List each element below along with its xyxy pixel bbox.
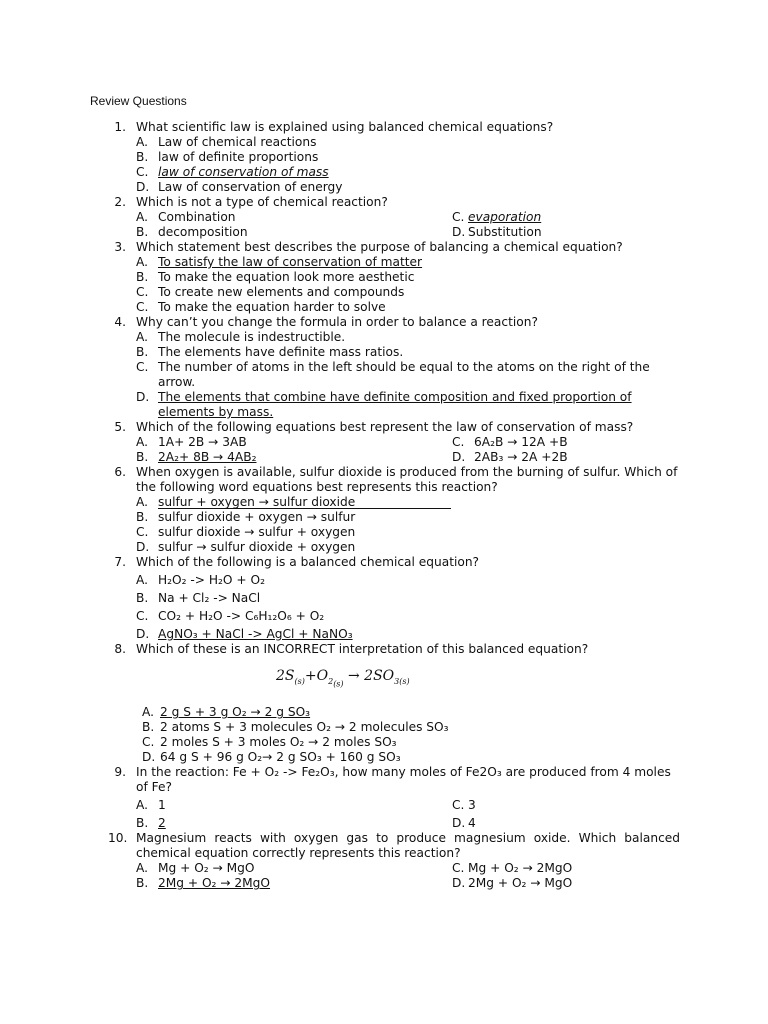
question-6	[0, 465, 768, 555]
option-text: 64 g S + 96 g O₂→ 2 g SO₃ + 160 g SO₃	[160, 750, 401, 765]
question-3	[0, 240, 768, 315]
option-text-wrap	[158, 180, 680, 195]
answer-option	[136, 609, 680, 624]
answer-option	[452, 816, 768, 831]
option-text: sulfur + oxygen → sulfur dioxide	[158, 496, 451, 509]
question-9	[0, 765, 768, 831]
question-2	[0, 195, 768, 240]
answer-options	[136, 135, 768, 195]
option-text-wrap	[158, 510, 680, 525]
option-text-wrap	[158, 540, 680, 555]
option-text: The elements that combine have definite composition and fixed proportion of elements by mass.	[158, 390, 632, 419]
option-label: C.	[136, 285, 149, 299]
option-text-wrap	[158, 525, 680, 540]
question-text: Which of the following is a balanced chemical equation?	[136, 555, 480, 569]
option-text: sulfur dioxide → sulfur + oxygen	[158, 525, 356, 539]
option-text: Mg + O₂ → 2MgO	[468, 861, 573, 876]
question-number: 2.	[114, 195, 126, 209]
option-text-wrap	[158, 345, 680, 360]
answer-options	[136, 210, 768, 240]
answer-option	[136, 525, 680, 540]
option-text: 2Mg + O₂ → 2MgO	[158, 876, 271, 891]
question-text: What scientific law is explained using balanced chemical equations?	[136, 120, 554, 134]
answer-option	[452, 450, 768, 465]
option-text: 2 moles S + 3 moles O₂ → 2 moles SO₃	[160, 735, 397, 750]
answer-option	[136, 135, 680, 150]
option-text-wrap	[158, 876, 452, 891]
option-label: C.	[136, 360, 149, 374]
answer-option	[136, 330, 680, 345]
option-text: AgNO₃ + NaCl -> AgCl + NaNO₃	[158, 627, 353, 641]
option-label: C.	[452, 435, 465, 449]
option-row	[136, 816, 768, 831]
question-5	[0, 420, 768, 465]
option-text: H₂O₂ -> H₂O + O₂	[158, 573, 265, 587]
option-text-wrap	[158, 798, 452, 813]
balanced-equation: $2S_{(s)}+O_{2_{(s)}} \to 2SO_{3(s)}$	[276, 668, 410, 689]
question-number: 4.	[114, 315, 126, 329]
option-label: D.	[142, 750, 156, 765]
answer-option	[136, 591, 680, 606]
option-text: To satisfy the law of conservation of matter	[158, 255, 423, 269]
option-text: To create new elements and compounds	[158, 285, 405, 299]
question-text: In the reaction: Fe + O₂ -> Fe₂O₃, how many moles of Fe2O₃ are produced from 4 moles of Fe?	[136, 765, 671, 795]
option-text-wrap	[158, 609, 680, 624]
question-text: Which is not a type of chemical reaction?	[136, 195, 388, 209]
option-text-wrap	[474, 450, 768, 465]
option-label: C.	[136, 300, 149, 314]
option-text: Na + Cl₂ -> NaCl	[158, 591, 261, 605]
option-text-wrap	[158, 285, 680, 300]
option-label: D.	[136, 627, 150, 641]
option-text: 2	[158, 816, 166, 831]
question-text: Why can’t you change the formula in order to balance a reaction?	[136, 315, 538, 329]
answer-option	[136, 798, 452, 813]
answer-option	[136, 573, 680, 588]
option-label: B.	[136, 450, 149, 464]
option-label: A.	[136, 495, 148, 509]
question-4	[0, 315, 768, 420]
question-text: Which of these is an INCORRECT interpretation of this balanced equation?	[136, 642, 589, 656]
question-8	[0, 642, 768, 765]
option-text-wrap	[158, 861, 452, 876]
option-text-wrap	[468, 876, 768, 891]
option-text: Mg + O₂ → MgO	[158, 861, 255, 876]
option-label: D.	[452, 225, 466, 239]
option-row	[136, 210, 768, 225]
option-label: B.	[142, 720, 155, 735]
answer-option	[136, 165, 680, 180]
question-text: Magnesium reacts with oxygen gas to produce magnesium oxide. Which balanced chemical equation correctly represents this reaction?	[136, 831, 680, 861]
option-text-wrap	[158, 330, 680, 345]
option-text-wrap	[158, 591, 680, 606]
question-number: 10.	[108, 831, 128, 846]
option-text: To make the equation look more aesthetic	[158, 270, 415, 284]
option-label: B.	[136, 876, 149, 891]
option-row	[136, 450, 768, 465]
question-1	[0, 120, 768, 195]
question-number: 1.	[114, 120, 126, 134]
option-text: 2AB₃ → 2A +2B	[474, 450, 568, 464]
option-text: law of conservation of mass	[158, 165, 329, 179]
answer-option	[452, 798, 768, 813]
answer-option	[136, 861, 452, 876]
option-text-wrap	[158, 255, 680, 270]
option-text: Law of conservation of energy	[158, 180, 343, 194]
answer-option	[136, 360, 680, 390]
option-row	[136, 861, 768, 876]
option-text: law of definite proportions	[158, 150, 319, 164]
answer-option	[136, 270, 680, 285]
answer-option	[452, 435, 768, 450]
option-text-wrap	[468, 225, 768, 240]
option-label: C.	[452, 798, 465, 813]
option-text: 2Mg + O₂ → MgO	[468, 876, 573, 891]
answer-option	[136, 876, 452, 891]
option-text-wrap	[468, 210, 768, 225]
answer-option	[142, 750, 768, 765]
question-10	[0, 831, 768, 891]
answer-option	[136, 210, 452, 225]
option-label: B.	[136, 270, 149, 284]
option-text-wrap	[158, 210, 452, 225]
answer-option	[136, 390, 680, 420]
option-text-wrap	[158, 225, 452, 240]
answer-option	[136, 540, 680, 555]
option-text: The molecule is indestructible.	[158, 330, 346, 344]
option-text-wrap	[158, 270, 680, 285]
answer-option	[136, 285, 680, 300]
option-text-wrap	[158, 150, 680, 165]
option-text-wrap	[468, 861, 768, 876]
option-text: Substitution	[468, 225, 542, 239]
option-label: C.	[142, 735, 155, 750]
option-label: B.	[136, 225, 149, 239]
option-row	[136, 798, 768, 813]
answer-option	[136, 510, 680, 525]
option-text-wrap	[158, 135, 680, 150]
option-label: A.	[136, 135, 148, 149]
option-text: 6A₂B → 12A +B	[474, 435, 568, 449]
option-text: decomposition	[158, 225, 248, 239]
option-text-wrap	[158, 300, 680, 315]
option-text: Combination	[158, 210, 236, 224]
answer-options	[136, 798, 768, 831]
answer-option	[452, 225, 768, 240]
answer-options	[142, 705, 768, 765]
answer-options	[136, 573, 768, 642]
option-label: D.	[136, 540, 150, 554]
option-text: The elements have definite mass ratios.	[158, 345, 404, 359]
option-text: 2 atoms S + 3 molecules O₂ → 2 molecules SO₃	[160, 720, 449, 735]
option-label: B.	[136, 150, 149, 164]
option-text: 3	[468, 798, 476, 813]
option-text: 1	[158, 798, 166, 813]
answer-option	[136, 345, 680, 360]
option-text-wrap	[158, 573, 680, 588]
answer-option	[452, 876, 768, 891]
option-text: 4	[468, 816, 476, 831]
answer-option	[136, 495, 680, 510]
option-text: Law of chemical reactions	[158, 135, 317, 149]
option-label: C.	[452, 861, 465, 876]
option-text: evaporation	[468, 210, 542, 224]
option-label: A.	[136, 435, 148, 449]
question-number: 9.	[114, 765, 126, 780]
option-label: B.	[136, 591, 149, 605]
question-number: 3.	[114, 240, 126, 254]
option-text: 2 g S + 3 g O₂ → 2 g SO₃	[160, 705, 311, 720]
option-text: sulfur dioxide + oxygen → sulfur	[158, 510, 356, 524]
option-label: A.	[136, 330, 148, 344]
question-number: 6.	[114, 465, 126, 479]
option-text: 2A₂+ 8B → 4AB₂	[158, 450, 257, 464]
question-list	[0, 120, 768, 891]
page-title: Review Questions	[90, 94, 187, 108]
option-label: C.	[452, 210, 465, 224]
option-label: A.	[136, 798, 148, 813]
option-row	[136, 435, 768, 450]
option-text: CO₂ + H₂O -> C₆H₁₂O₆ + O₂	[158, 609, 325, 623]
answer-option	[136, 450, 452, 465]
answer-option	[142, 720, 768, 735]
option-label: A.	[136, 573, 148, 587]
option-row	[136, 225, 768, 240]
option-text-wrap	[468, 816, 768, 831]
question-number: 5.	[114, 420, 126, 434]
option-label: A.	[142, 705, 154, 720]
option-label: B.	[136, 345, 149, 359]
question-text: Which statement best describes the purpose of balancing a chemical equation?	[136, 240, 623, 254]
option-label: D.	[136, 390, 150, 404]
option-text-wrap	[158, 360, 680, 390]
answer-options	[136, 435, 768, 465]
answer-options	[136, 255, 768, 315]
option-label: C.	[136, 525, 149, 539]
option-label: C.	[136, 609, 149, 623]
option-text-wrap	[474, 435, 768, 450]
answer-option	[136, 225, 452, 240]
answer-option	[142, 735, 768, 750]
option-label: D.	[452, 450, 466, 464]
option-text: To make the equation harder to solve	[158, 300, 386, 314]
question-text: Which of the following equations best represent the law of conservation of mass?	[136, 420, 634, 434]
option-text-wrap	[158, 390, 680, 420]
question-7	[0, 555, 768, 642]
answer-option	[452, 210, 768, 225]
option-text-wrap	[158, 627, 680, 642]
option-label: B.	[136, 816, 149, 831]
option-label: D.	[452, 816, 466, 831]
option-label: B.	[136, 510, 149, 524]
option-label: A.	[136, 210, 148, 224]
option-row	[136, 876, 768, 891]
answer-options	[136, 495, 768, 555]
option-label: D.	[452, 876, 466, 891]
answer-option	[136, 435, 452, 450]
answer-option	[136, 255, 680, 270]
option-label: C.	[136, 165, 149, 179]
option-text: sulfur → sulfur dioxide + oxygen	[158, 540, 356, 554]
answer-option	[452, 861, 768, 876]
option-label: D.	[136, 180, 150, 194]
option-text: The number of atoms in the left should be equal to the atoms on the right of the arrow.	[158, 360, 650, 389]
answer-option	[136, 627, 680, 642]
option-label: A.	[136, 255, 148, 269]
option-text-wrap	[158, 165, 680, 180]
option-text-wrap	[158, 435, 452, 450]
option-text-wrap	[468, 798, 768, 813]
answer-option	[136, 816, 452, 831]
question-text: When oxygen is available, sulfur dioxide is produced from the burning of sulfur. Which of the following word equations best represents this reaction?	[136, 465, 678, 494]
answer-options	[136, 330, 768, 420]
question-number: 7.	[114, 555, 126, 569]
answer-options	[136, 861, 768, 891]
answer-option	[136, 300, 680, 315]
option-label: A.	[136, 861, 148, 876]
answer-option	[142, 705, 768, 720]
question-number: 8.	[114, 642, 126, 656]
option-text-wrap	[158, 450, 452, 465]
option-text-wrap	[158, 495, 680, 510]
option-text: 1A+ 2B → 3AB	[158, 435, 247, 449]
answer-option	[136, 180, 680, 195]
answer-option	[136, 150, 680, 165]
option-text-wrap	[158, 816, 452, 831]
